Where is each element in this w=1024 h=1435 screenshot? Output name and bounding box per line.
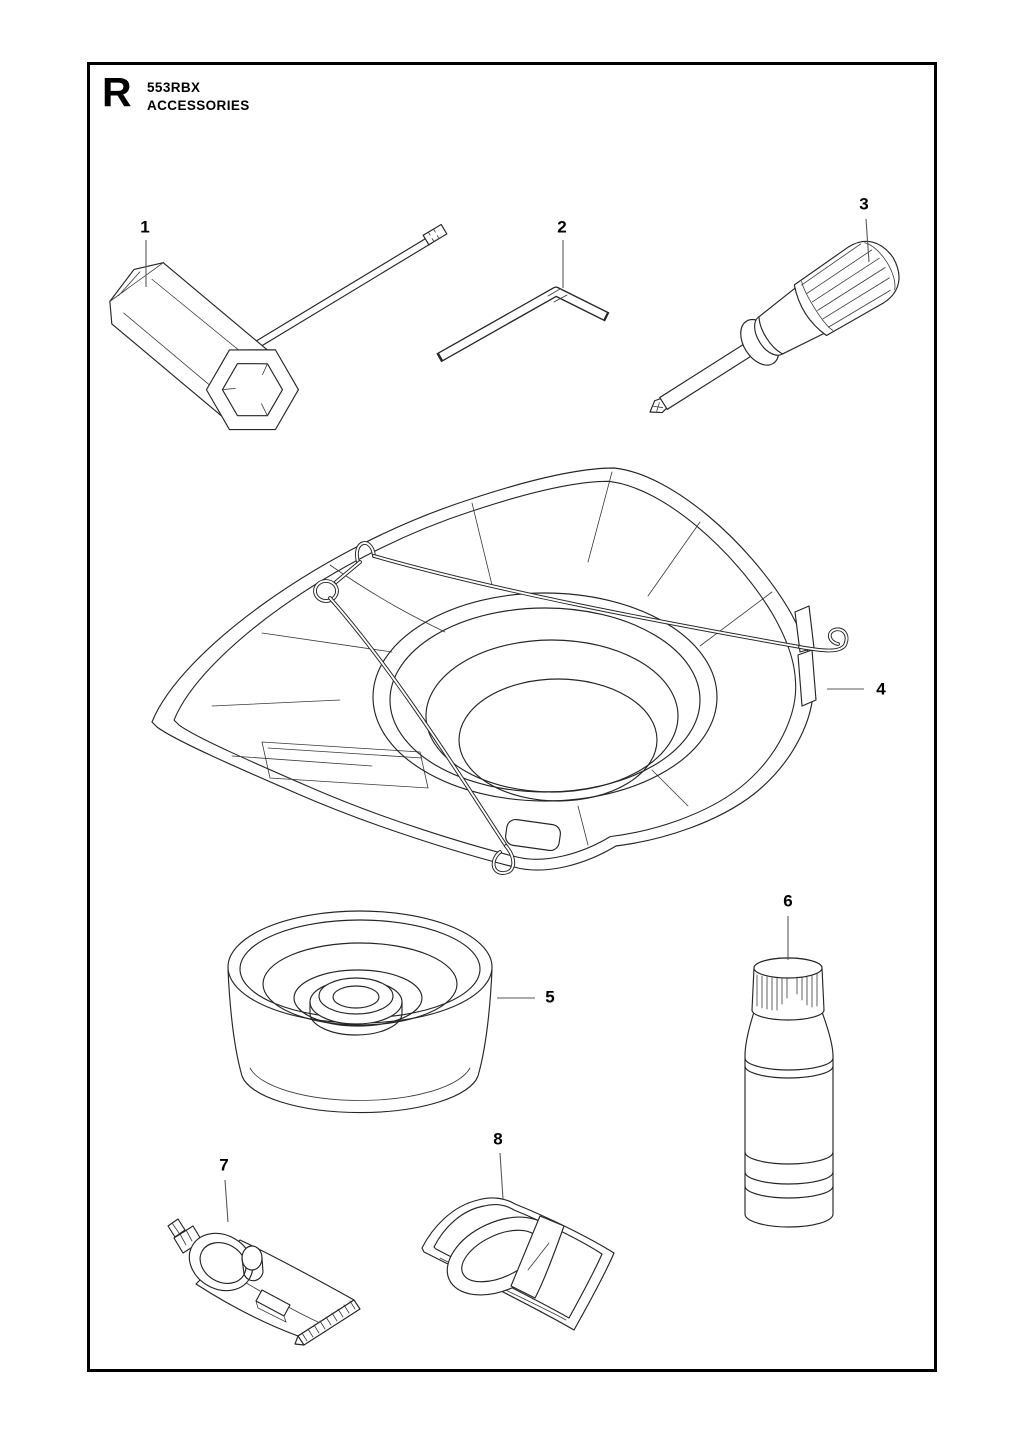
callout-4: 4 [876,679,886,699]
oil-bottle-illustration [745,958,833,1227]
support-cup-illustration [228,911,492,1113]
grease-tube-illustration [168,1219,360,1345]
callout-8: 8 [493,1129,503,1149]
callout-2: 2 [557,217,567,237]
model-number: 553RBX [147,80,201,95]
transport-guard-illustration [152,468,847,873]
socket-wrench-illustration [95,224,447,452]
callout-5: 5 [545,987,555,1007]
callout-3: 3 [859,194,869,214]
callout-6: 6 [783,891,793,911]
callout-7: 7 [219,1155,229,1175]
section-letter: R [102,69,132,115]
hip-pad-illustration [422,1198,614,1330]
callout-1: 1 [140,217,150,237]
hex-key-illustration [439,289,607,358]
section-title: ACCESSORIES [147,98,250,114]
